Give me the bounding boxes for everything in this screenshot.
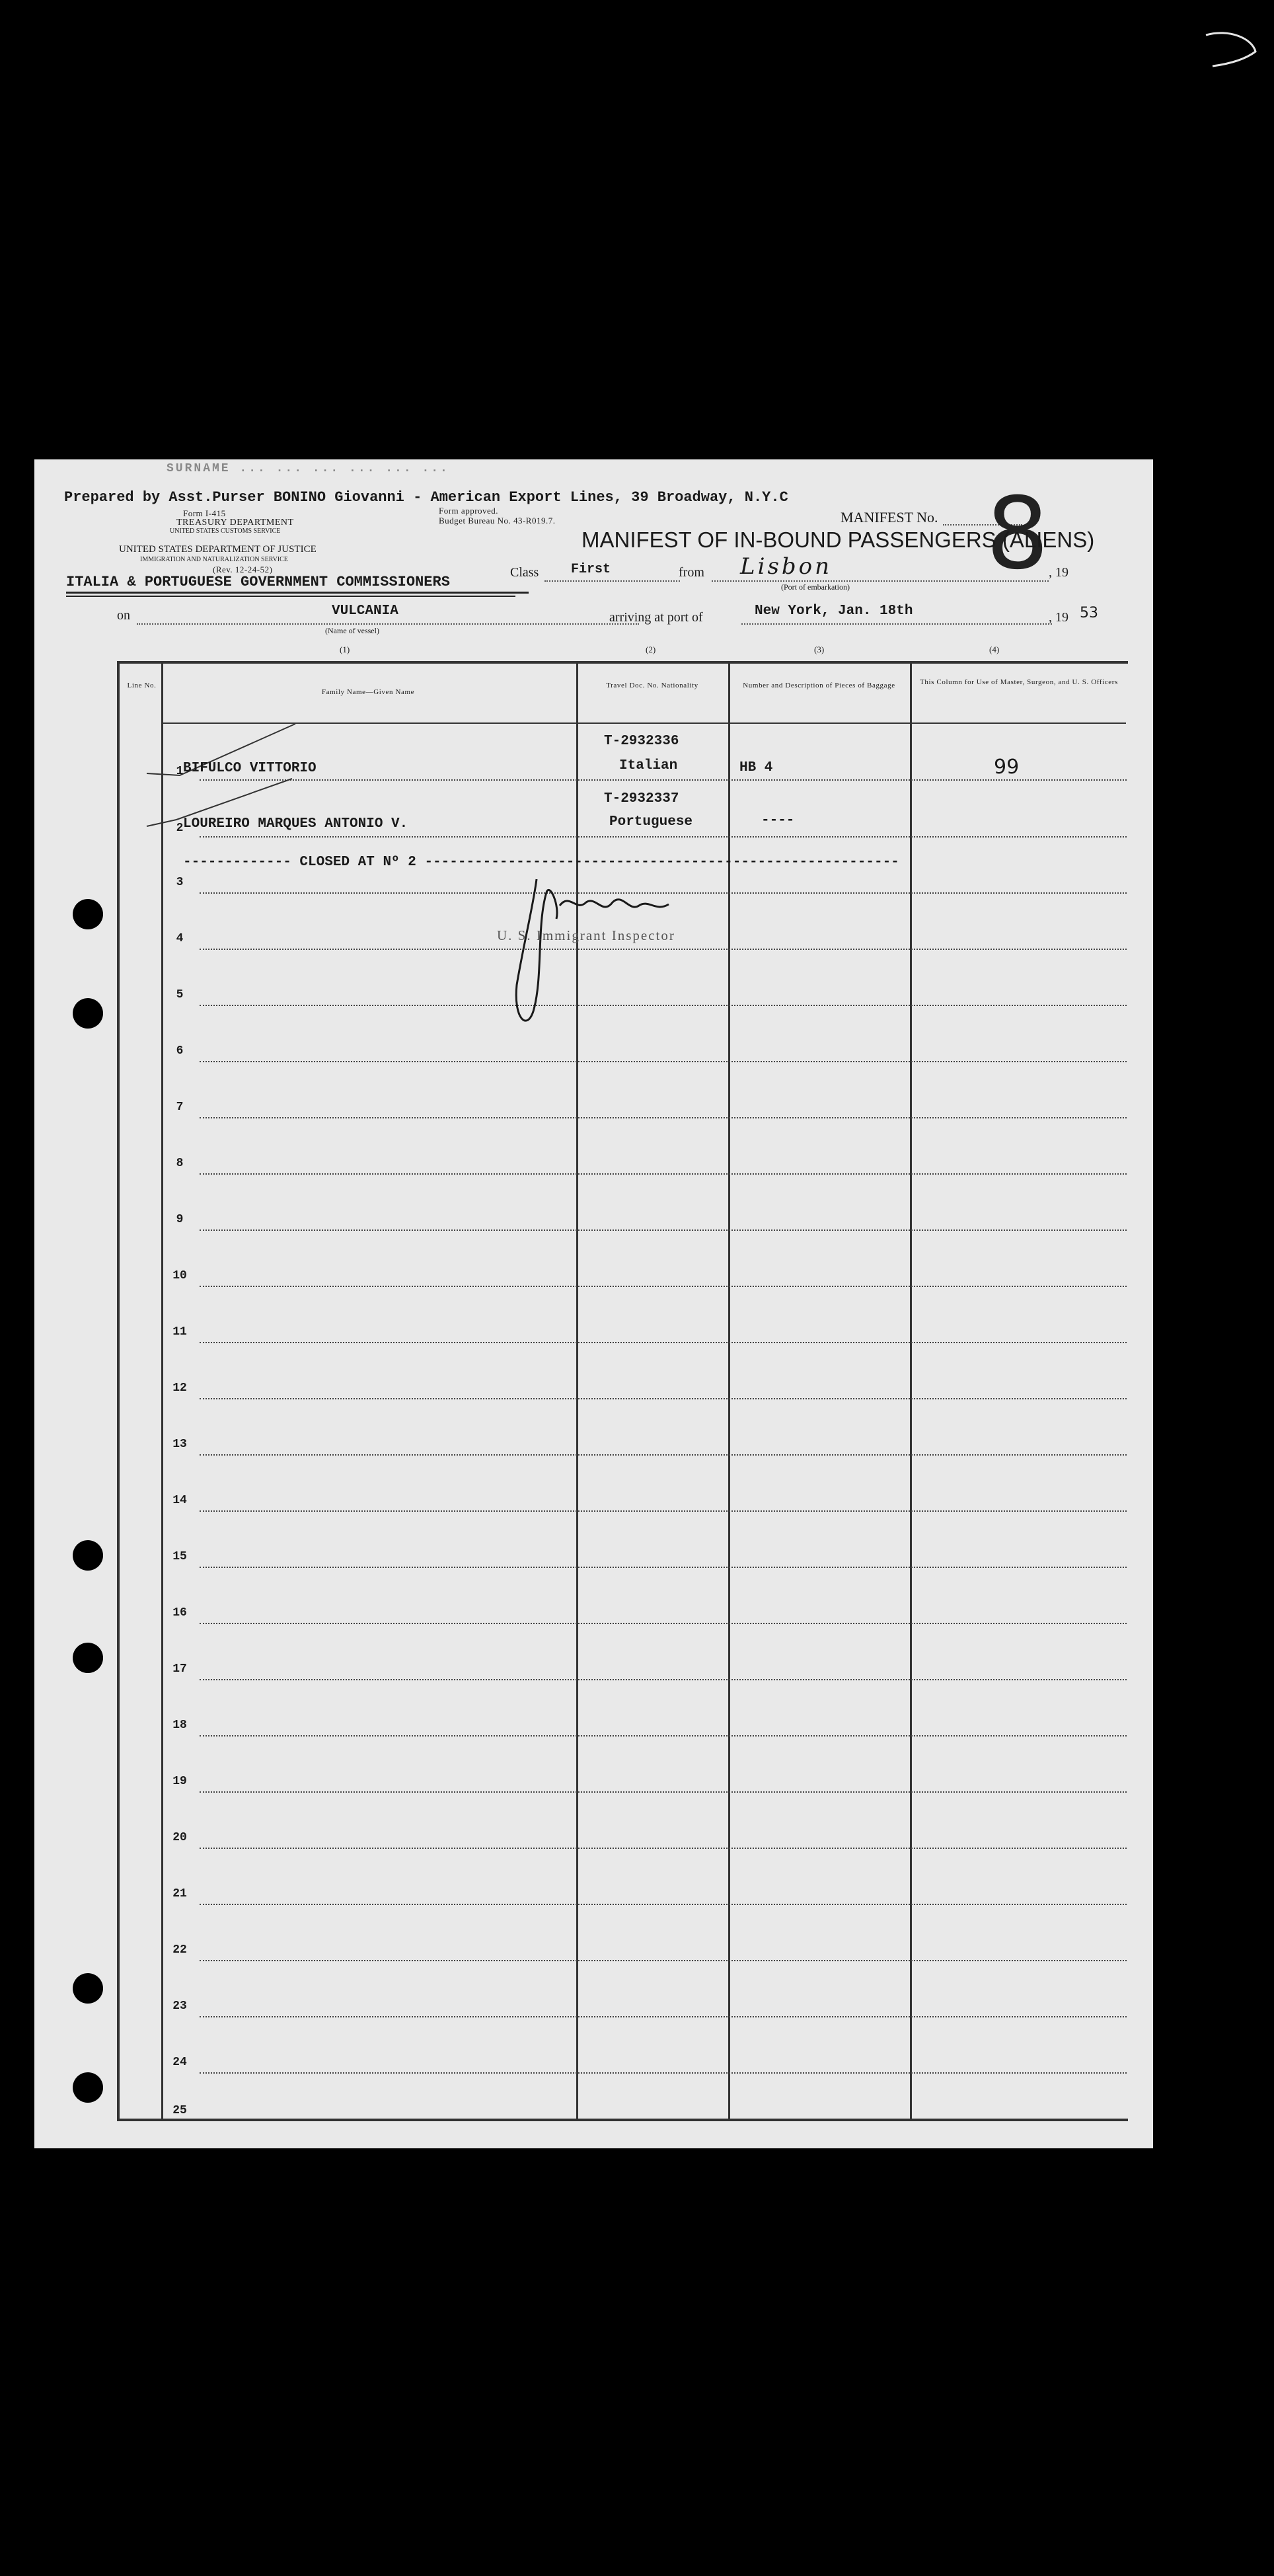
line-number: 2 bbox=[176, 822, 184, 835]
form-approved: Form approved. bbox=[439, 506, 499, 516]
line-number: 20 bbox=[172, 1831, 187, 1844]
passenger-name: LOUREIRO MARQUES ANTONIO V. bbox=[183, 816, 408, 832]
header-travel-doc: Travel Doc. No. Nationality bbox=[606, 682, 698, 689]
customs-service: UNITED STATES CUSTOMS SERVICE bbox=[170, 527, 281, 535]
col-number-2: (2) bbox=[646, 644, 656, 654]
officer-note: 99 bbox=[994, 756, 1020, 779]
baggage: ---- bbox=[761, 813, 795, 828]
col-number-3: (3) bbox=[814, 644, 825, 654]
line-number: 5 bbox=[176, 988, 184, 1001]
class-value: First bbox=[571, 562, 611, 577]
punch-hole bbox=[73, 899, 103, 929]
vessel-name-note: (Name of vessel) bbox=[325, 626, 379, 635]
punch-hole bbox=[73, 1973, 103, 2004]
from-value-handwritten: Lisbon bbox=[740, 553, 833, 580]
header-name: Family Name—Given Name bbox=[321, 688, 415, 696]
budget-bureau: Budget Bureau No. 43-R019.7. bbox=[439, 516, 556, 526]
nationality: Italian bbox=[619, 758, 678, 773]
punch-hole bbox=[73, 1643, 103, 1673]
line-number: 14 bbox=[172, 1494, 187, 1507]
line-number: 19 bbox=[172, 1775, 187, 1788]
line-number: 9 bbox=[176, 1213, 184, 1226]
baggage: HB 4 bbox=[739, 760, 773, 775]
line-number: 25 bbox=[172, 2104, 187, 2117]
nationality: Portuguese bbox=[609, 814, 693, 830]
header-officers: This Column for Use of Master, Surgeon, and U. S. Officers bbox=[920, 678, 1118, 686]
travel-doc-number: T-2932336 bbox=[604, 734, 679, 749]
prepared-by-line: Prepared by Asst.Purser BONINO Giovanni - American Export Lines, 39 Broadway, N.Y.C bbox=[64, 489, 788, 506]
line-number: 21 bbox=[172, 1887, 187, 1900]
form-revision: (Rev. 12-24-52) bbox=[213, 565, 273, 574]
inspector-caption: U. S. Immigrant Inspector bbox=[497, 927, 675, 943]
immigration-service: IMMIGRATION AND NATURALIZATION SERVICE bbox=[140, 556, 288, 563]
manifest-no-label: MANIFEST No. bbox=[841, 509, 938, 526]
inspector-signature bbox=[497, 866, 695, 1044]
manifest-page bbox=[34, 459, 1153, 2148]
line-number: 15 bbox=[172, 1550, 187, 1563]
line-number: 16 bbox=[172, 1606, 187, 1620]
corner-pen-mark bbox=[1203, 25, 1262, 71]
header-baggage: Number and Description of Pieces of Baggage bbox=[743, 682, 895, 689]
line-number: 7 bbox=[176, 1101, 184, 1114]
travel-doc-number: T-2932337 bbox=[604, 791, 679, 806]
line-number: 23 bbox=[172, 2000, 187, 2013]
line-number: 3 bbox=[176, 876, 184, 889]
punch-hole bbox=[73, 1540, 103, 1571]
top-faded-text: SURNAME ... ... ... ... ... ... bbox=[167, 462, 449, 475]
line-number: 11 bbox=[172, 1325, 187, 1339]
port-embarkation-note: (Port of embarkation) bbox=[781, 582, 850, 592]
year-prefix-1: , 19 bbox=[1049, 565, 1068, 580]
government-commissioners: ITALIA & PORTUGUESE GOVERNMENT COMMISSIONERS bbox=[66, 574, 450, 590]
government-underline bbox=[66, 592, 529, 594]
from-label: from bbox=[679, 565, 704, 580]
class-label: Class bbox=[510, 565, 539, 580]
justice-department: UNITED STATES DEPARTMENT OF JUSTICE bbox=[119, 544, 317, 555]
line-number: 4 bbox=[176, 932, 184, 945]
form-number: Form I-415 bbox=[183, 508, 226, 518]
line-number: 18 bbox=[172, 1719, 187, 1732]
line-number: 12 bbox=[172, 1382, 187, 1395]
vessel-name: VULCANIA bbox=[332, 604, 398, 619]
arriving-label: arriving at port of bbox=[609, 610, 703, 625]
closed-at-line: ------------- CLOSED AT Nº 2 --------------------------------------------------------- bbox=[183, 855, 899, 870]
treasury-department: TREASURY DEPARTMENT bbox=[176, 518, 294, 527]
line-number: 8 bbox=[176, 1157, 184, 1170]
passenger-name: BIFULCO VITTORIO bbox=[183, 761, 317, 776]
arrival-value: New York, Jan. 18th bbox=[755, 604, 913, 619]
line-number: 6 bbox=[176, 1044, 184, 1058]
punch-hole bbox=[73, 2072, 103, 2103]
on-label: on bbox=[117, 608, 130, 623]
manifest-title: MANIFEST OF IN-BOUND PASSENGERS (ALIENS) bbox=[581, 527, 1095, 552]
line-number: 10 bbox=[172, 1269, 187, 1282]
line-number: 22 bbox=[172, 1943, 187, 1957]
line-number: 24 bbox=[172, 2056, 187, 2069]
manifest-number-handwritten: 8 bbox=[986, 477, 1049, 592]
punch-hole bbox=[73, 998, 103, 1029]
line-number: 17 bbox=[172, 1662, 187, 1676]
line-number: 1 bbox=[176, 765, 184, 778]
header-line-no: Line No. bbox=[127, 682, 157, 689]
col-number-4: (4) bbox=[989, 644, 1000, 654]
year-value: 53 bbox=[1080, 605, 1098, 621]
year-prefix-2: , 19 bbox=[1049, 610, 1068, 625]
col-number-1: (1) bbox=[340, 644, 350, 654]
line-number: 13 bbox=[172, 1438, 187, 1451]
